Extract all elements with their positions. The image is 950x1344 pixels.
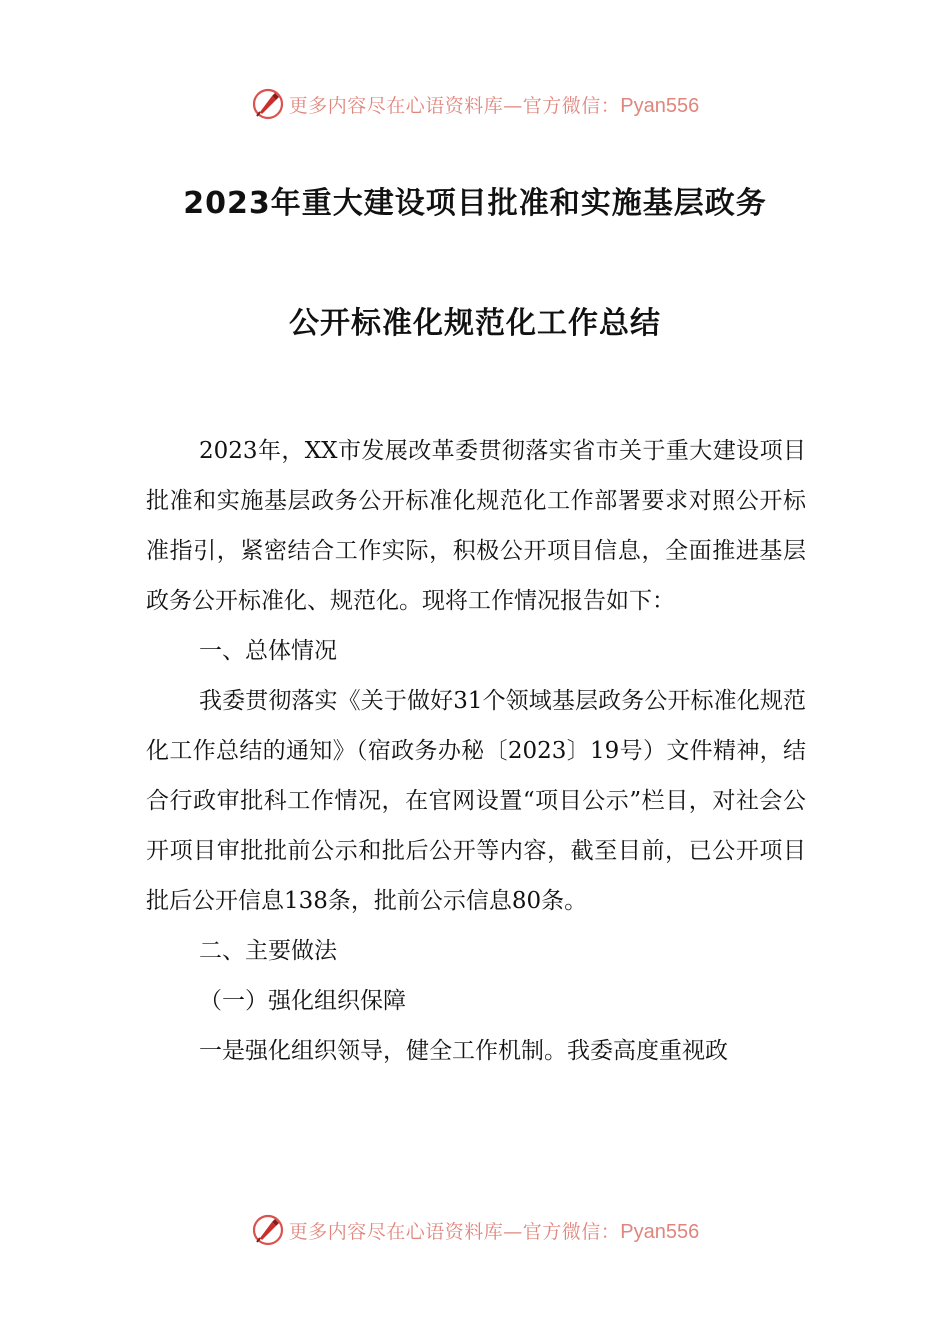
header-watermark	[0, 84, 950, 124]
document-title-line-2: 公开标准化规范化工作总结	[289, 306, 661, 341]
watermark-wechat-id: Pyan556	[620, 94, 700, 117]
body-paragraph-intro: 2023年，XX市发展改革委贯彻落实省市关于重大建设项目批准和实施基层政务公开标准化规范化工作部署要求对照公开标准指引，紧密结合工作实际，积极公开项目信息，全面推进基层政务公开标准化、规范化。现将工作情况报告如下：	[146, 438, 806, 614]
body-paragraph-organization: 一是强化组织领导，健全工作机制。我委高度重视政	[199, 1038, 728, 1064]
pen-nib-logo-icon	[251, 1213, 285, 1247]
watermark-text: 更多内容尽在心语资料库—官方微信：Pyan556	[288, 1220, 700, 1243]
body-paragraph-overall: 我委贯彻落实《关于做好31个领域基层政务公开标准化规范化工作总结的通知》（宿政务办秘〔2023〕19号）文件精神，结合行政审批科工作情况，在官网设置“项目公示”栏目，对社会公开项目审批批前公示和批后公开等内容，截至目前，已公开项目批后公开信息138条，批前公示信息80条。	[146, 688, 806, 914]
section-heading-practices: 二、主要做法	[199, 938, 337, 964]
footer-watermark	[0, 1210, 950, 1250]
subsection-heading-organization: （一）强化组织保障	[199, 988, 406, 1014]
document-title-line-1: 2023年重大建设项目批准和实施基层政务	[183, 186, 767, 221]
document-body	[146, 426, 806, 1076]
watermark-wechat-id: Pyan556	[620, 1220, 700, 1243]
section-heading-overall: 一、总体情况	[199, 638, 337, 664]
pen-nib-logo-icon	[251, 87, 285, 121]
watermark-text: 更多内容尽在心语资料库—官方微信：Pyan556	[288, 94, 700, 117]
